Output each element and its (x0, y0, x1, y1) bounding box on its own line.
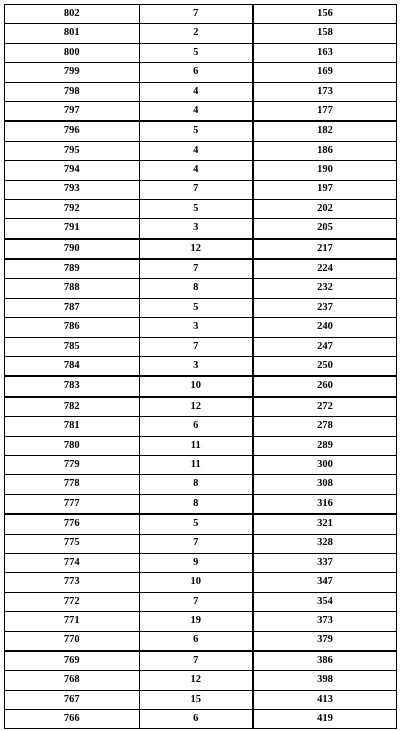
score-cell: 795 (5, 141, 139, 160)
table-row (5, 5, 396, 24)
score-cell: 786 (5, 318, 139, 337)
cumulative-cell: 260 (253, 376, 396, 396)
cumulative-cell: 205 (253, 219, 396, 239)
cumulative-cell: 289 (253, 436, 396, 455)
cumulative-cell: 158 (253, 24, 396, 43)
cumulative-cell: 247 (253, 337, 396, 356)
score-cell: 787 (5, 298, 139, 317)
count-cell: 3 (139, 318, 253, 337)
score-cell: 790 (5, 239, 139, 259)
table-row (5, 455, 396, 474)
score-cell: 788 (5, 279, 139, 298)
table-row (5, 298, 396, 317)
score-cell: 793 (5, 180, 139, 199)
table-row (5, 553, 396, 572)
cumulative-cell: 169 (253, 63, 396, 82)
table-row (5, 671, 396, 690)
table-row (5, 63, 396, 82)
table-row (5, 219, 396, 239)
count-cell: 12 (139, 397, 253, 417)
count-cell: 8 (139, 279, 253, 298)
score-cell: 770 (5, 631, 139, 651)
cumulative-cell: 386 (253, 651, 396, 671)
count-cell: 7 (139, 651, 253, 671)
score-cell: 783 (5, 376, 139, 396)
count-cell: 7 (139, 337, 253, 356)
count-cell: 4 (139, 161, 253, 180)
cumulative-cell: 232 (253, 279, 396, 298)
score-table-body (5, 5, 396, 729)
score-cell: 781 (5, 417, 139, 436)
cumulative-cell: 398 (253, 671, 396, 690)
score-cell: 785 (5, 337, 139, 356)
table-row (5, 180, 396, 199)
table-row (5, 43, 396, 62)
cumulative-cell: 354 (253, 592, 396, 611)
cumulative-cell: 373 (253, 612, 396, 631)
score-cell: 769 (5, 651, 139, 671)
score-table (5, 5, 396, 729)
table-row (5, 592, 396, 611)
table-row (5, 24, 396, 43)
table-row (5, 651, 396, 671)
score-cell: 773 (5, 573, 139, 592)
score-cell: 798 (5, 82, 139, 101)
table-row (5, 534, 396, 553)
count-cell: 11 (139, 436, 253, 455)
count-cell: 7 (139, 534, 253, 553)
cumulative-cell: 328 (253, 534, 396, 553)
cumulative-cell: 321 (253, 514, 396, 534)
count-cell: 5 (139, 514, 253, 534)
cumulative-cell: 240 (253, 318, 396, 337)
score-cell: 775 (5, 534, 139, 553)
score-cell: 767 (5, 690, 139, 709)
table-row (5, 318, 396, 337)
count-cell: 5 (139, 298, 253, 317)
score-cell: 794 (5, 161, 139, 180)
score-cell: 797 (5, 101, 139, 121)
cumulative-cell: 224 (253, 259, 396, 279)
score-cell: 792 (5, 199, 139, 218)
table-row (5, 631, 396, 651)
cumulative-cell: 186 (253, 141, 396, 160)
cumulative-cell: 272 (253, 397, 396, 417)
count-cell: 7 (139, 259, 253, 279)
score-cell: 776 (5, 514, 139, 534)
count-cell: 7 (139, 5, 253, 24)
cumulative-cell: 419 (253, 710, 396, 729)
count-cell: 2 (139, 24, 253, 43)
count-cell: 7 (139, 592, 253, 611)
cumulative-cell: 413 (253, 690, 396, 709)
count-cell: 12 (139, 671, 253, 690)
score-table-container (4, 4, 397, 729)
cumulative-cell: 237 (253, 298, 396, 317)
cumulative-cell: 156 (253, 5, 396, 24)
table-row (5, 436, 396, 455)
cumulative-cell: 202 (253, 199, 396, 218)
count-cell: 8 (139, 494, 253, 514)
score-cell: 799 (5, 63, 139, 82)
table-row (5, 612, 396, 631)
table-row (5, 514, 396, 534)
cumulative-cell: 177 (253, 101, 396, 121)
table-row (5, 161, 396, 180)
score-cell: 801 (5, 24, 139, 43)
table-row (5, 357, 396, 377)
count-cell: 5 (139, 121, 253, 141)
score-cell: 778 (5, 475, 139, 494)
table-row (5, 573, 396, 592)
score-cell: 774 (5, 553, 139, 572)
cumulative-cell: 163 (253, 43, 396, 62)
score-cell: 800 (5, 43, 139, 62)
count-cell: 4 (139, 82, 253, 101)
table-row (5, 710, 396, 729)
score-cell: 766 (5, 710, 139, 729)
count-cell: 10 (139, 376, 253, 396)
count-cell: 5 (139, 43, 253, 62)
count-cell: 19 (139, 612, 253, 631)
count-cell: 6 (139, 631, 253, 651)
table-row (5, 279, 396, 298)
table-row (5, 690, 396, 709)
count-cell: 7 (139, 180, 253, 199)
table-row (5, 494, 396, 514)
count-cell: 6 (139, 63, 253, 82)
count-cell: 9 (139, 553, 253, 572)
table-row (5, 417, 396, 436)
score-cell: 782 (5, 397, 139, 417)
count-cell: 6 (139, 710, 253, 729)
table-row (5, 199, 396, 218)
table-row (5, 259, 396, 279)
score-cell: 784 (5, 357, 139, 377)
cumulative-cell: 182 (253, 121, 396, 141)
table-row (5, 337, 396, 356)
cumulative-cell: 190 (253, 161, 396, 180)
score-cell: 796 (5, 121, 139, 141)
score-cell: 791 (5, 219, 139, 239)
score-cell: 789 (5, 259, 139, 279)
cumulative-cell: 250 (253, 357, 396, 377)
count-cell: 11 (139, 455, 253, 474)
table-row (5, 121, 396, 141)
cumulative-cell: 316 (253, 494, 396, 514)
cumulative-cell: 173 (253, 82, 396, 101)
count-cell: 4 (139, 101, 253, 121)
cumulative-cell: 379 (253, 631, 396, 651)
score-cell: 771 (5, 612, 139, 631)
table-row (5, 376, 396, 396)
table-row (5, 475, 396, 494)
table-row (5, 101, 396, 121)
cumulative-cell: 308 (253, 475, 396, 494)
count-cell: 15 (139, 690, 253, 709)
table-row (5, 82, 396, 101)
cumulative-cell: 197 (253, 180, 396, 199)
cumulative-cell: 337 (253, 553, 396, 572)
count-cell: 3 (139, 357, 253, 377)
table-row (5, 397, 396, 417)
count-cell: 10 (139, 573, 253, 592)
score-cell: 779 (5, 455, 139, 474)
cumulative-cell: 217 (253, 239, 396, 259)
cumulative-cell: 278 (253, 417, 396, 436)
count-cell: 8 (139, 475, 253, 494)
score-cell: 772 (5, 592, 139, 611)
cumulative-cell: 347 (253, 573, 396, 592)
table-row (5, 239, 396, 259)
count-cell: 4 (139, 141, 253, 160)
count-cell: 3 (139, 219, 253, 239)
score-cell: 768 (5, 671, 139, 690)
count-cell: 6 (139, 417, 253, 436)
count-cell: 5 (139, 199, 253, 218)
score-cell: 780 (5, 436, 139, 455)
score-cell: 777 (5, 494, 139, 514)
count-cell: 12 (139, 239, 253, 259)
cumulative-cell: 300 (253, 455, 396, 474)
table-row (5, 141, 396, 160)
score-cell: 802 (5, 5, 139, 24)
